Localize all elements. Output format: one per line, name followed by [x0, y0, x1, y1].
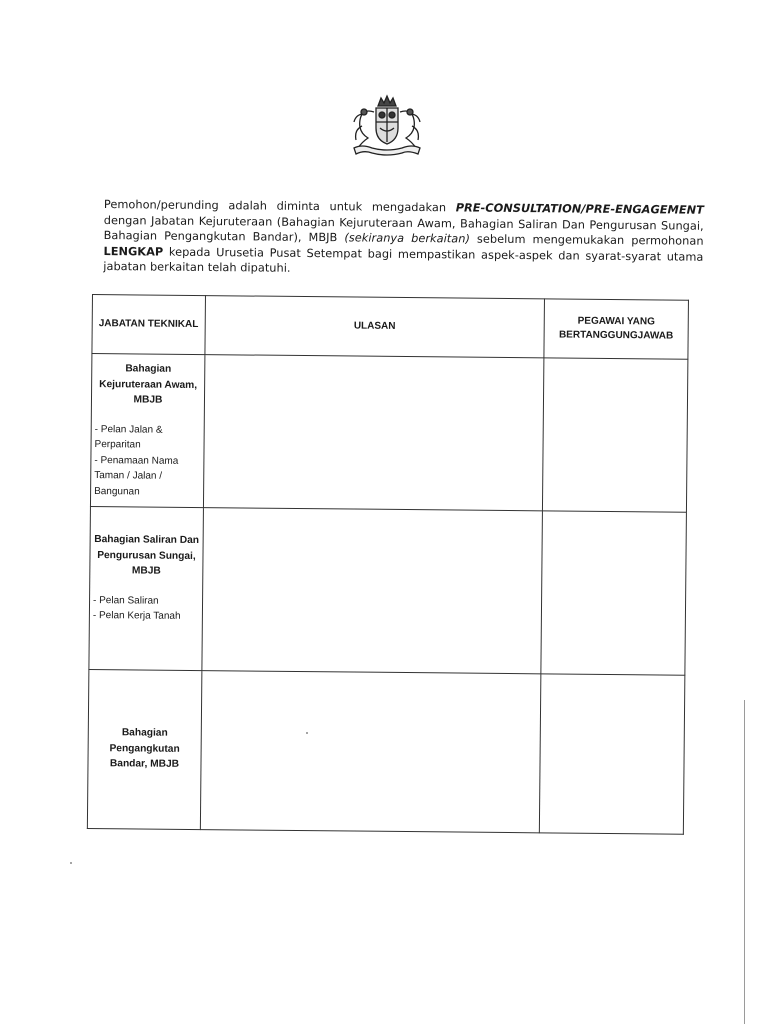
scan-edge-line	[744, 700, 745, 1024]
intro-text-2: dengan Jabatan Kejuruteraan (Bahagian Kejuruteraan Awam, Bahagian Saliran Dan Pengurusan Sungai, Bahagian Pengangkutan Bandar), MBJB	[103, 213, 704, 245]
department-name: Bahagian Saliran Dan Pengurusan Sungai, MBJB	[94, 534, 200, 577]
department-items	[92, 422, 203, 501]
department-item: - Penamaan Nama Taman / Jalan / Bangunan	[94, 454, 179, 497]
department-item: - Pelan Saliran	[93, 594, 159, 607]
scan-speck	[306, 732, 308, 734]
table-row	[90, 354, 687, 513]
department-cell	[87, 669, 202, 829]
technical-department-table-wrap	[87, 294, 696, 840]
pegawai-cell	[539, 674, 685, 834]
header-jabatan-teknikal: JABATAN TEKNIKAL	[92, 295, 206, 355]
department-name: Bahagian Pengangkutan Bandar, MBJB	[109, 727, 180, 770]
table-header-row	[92, 295, 689, 360]
ulasan-cell	[200, 671, 541, 833]
ulasan-cell	[202, 508, 543, 674]
ulasan-cell	[203, 355, 543, 511]
header-pegawai: PEGAWAI YANG BERTANGGUNGJAWAB	[544, 299, 689, 359]
intro-pre-consultation: PRE-CONSULTATION/PRE-ENGAGEMENT	[455, 201, 704, 218]
department-items	[91, 593, 201, 625]
technical-department-table	[87, 294, 689, 835]
table-row	[89, 506, 687, 675]
pegawai-cell	[541, 511, 687, 675]
intro-text-4: kepada Urusetia Pusat Setempat bagi mempastikan aspek-aspek dan syarat-syarat utama jabatan berkaitan telah dipatuhi.	[103, 245, 704, 276]
header-ulasan: ULASAN	[205, 296, 545, 358]
coat-of-arms-icon	[342, 92, 432, 158]
intro-text-3: sebelum mengemukakan permohonan	[469, 232, 704, 249]
department-item: - Pelan Jalan & Perparitan	[94, 423, 163, 451]
intro-paragraph	[103, 197, 704, 281]
department-cell	[90, 354, 204, 508]
intro-sekiranya: (sekiranya berkaitan)	[344, 231, 471, 246]
intro-text-1: Pemohon/perunding adalah diminta untuk mengadakan	[103, 198, 456, 215]
table-row	[87, 669, 684, 834]
scan-speck	[70, 862, 72, 864]
department-name: Bahagian Kejuruteraan Awam, MBJB	[99, 363, 198, 406]
intro-lengkap: LENGKAP	[103, 245, 164, 259]
pegawai-cell	[542, 358, 687, 512]
department-cell	[89, 506, 204, 670]
department-item: - Pelan Kerja Tanah	[92, 610, 181, 622]
